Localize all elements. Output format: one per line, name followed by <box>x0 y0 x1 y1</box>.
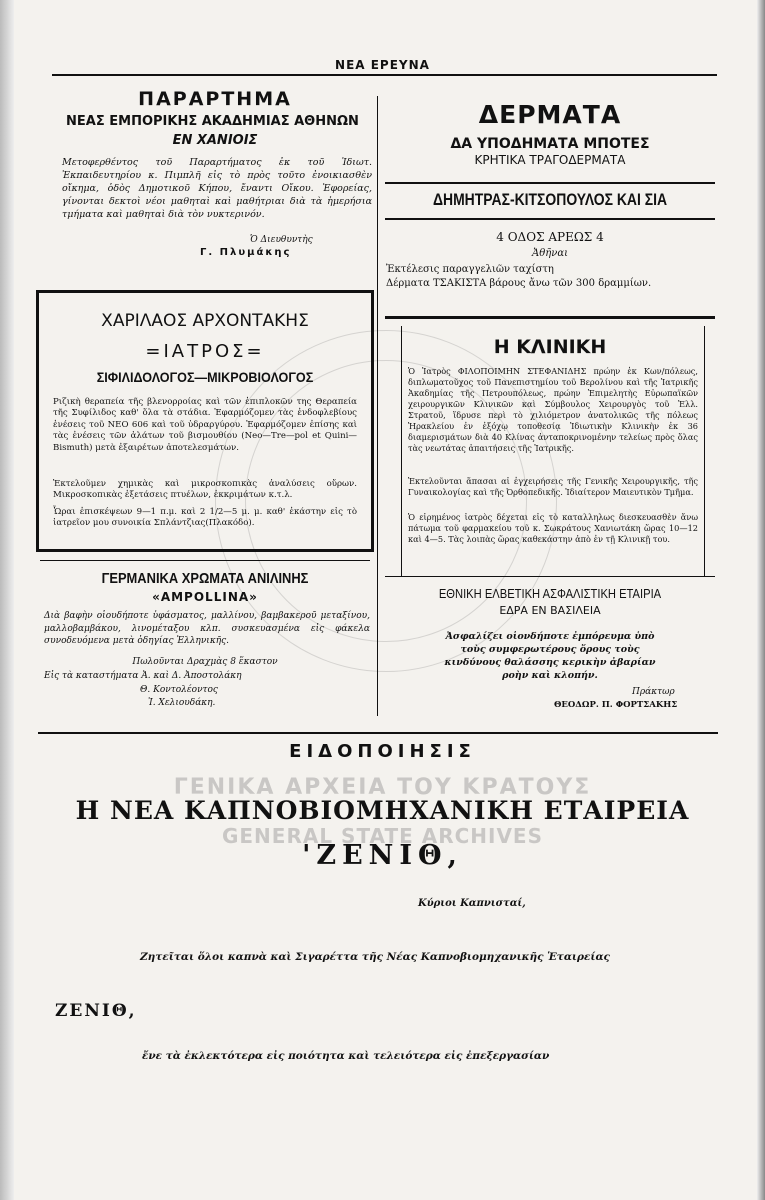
insurance-subtitle: ΕΔΡΑ ΕΝ ΒΑΣΙΛΕΙΑ <box>499 604 601 617</box>
watermark-line2: GENERAL STATE ARCHIVES <box>221 824 544 848</box>
notice-line1: Ζητεῖται ὅλοι καπνὰ καὶ Σιγαρέττα τῆς Νέας Καπνοβιομηχανικῆς Ἑταιρείας <box>140 951 610 963</box>
clinic-body3: Ὁ εἰρημένος ἰατρὸς δέχεται εἰς τὸ καταλληλως διεσκευασθὲν ἄνω πάτωμα τοῦ φαρμακείου τοῦ κ. Σωκράτους Χανιωτάκη ὥρας 10—12 καὶ 4—5. Τὰς λοιπὰς ὥρας καθεκάστην ἀπὸ ἐν τῇ Κλινικῇ του. <box>408 512 698 544</box>
germanika-shop3: Ἰ. Χελιουδάκη. <box>148 698 216 708</box>
insurance-rule <box>385 576 715 577</box>
dermata-body1: Ἐκτέλεσις παραγγελιῶν ταχίστη <box>386 264 554 275</box>
doctor-hours: Ὧραι ἐπισκέψεων 9—1 π.μ. καὶ 2 1/2—5 μ. μ. καθ' ἑκάστην εἰς τὸ ἰατρεῖον μου συνοικία Σπλάντζιας(Πλακόδο). <box>53 507 357 529</box>
dermata-line1: ΔΑ ΥΠΟΔΗΜΑΤΑ ΜΠΟΤΕΣ <box>450 136 650 152</box>
notice-salutation: Κύριοι Καπνισταί, <box>418 898 526 909</box>
dermata-title: ΔΕΡΜΑΤΑ <box>478 100 622 129</box>
ad-doctor-box <box>36 290 374 552</box>
clinic-rule-top <box>385 316 715 319</box>
doctor-name: ΧΑΡΙΛΑΟΣ ΑΡΧΟΝΤΑΚΗΣ <box>101 311 309 331</box>
header-rule <box>52 74 717 76</box>
germanika-price: Πωλοῦνται Δραχμὰς 8 ἕκαστον <box>132 657 278 667</box>
doctor-title: =ΙΑΤΡΟΣ= <box>145 341 265 362</box>
column-divider <box>377 96 378 716</box>
germanika-shops: Εἰς τὰ καταστήματα Ἀ. καὶ Δ. Ἀποστολάκη <box>44 671 242 681</box>
insurance-sign-role: Πράκτωρ <box>632 687 675 697</box>
clinic-title: Η ΚΛΙΝΙΚΗ <box>493 336 607 358</box>
dermata-company: ΔΗΜΗΤΡΑΣ-ΚΙΤΣΟΠΟΥΛΟΣ ΚΑΙ ΣΙΑ <box>432 190 668 209</box>
doctor-body1: Ριζικὴ θεραπεία τῆς βλενορροίας καὶ τῶν ἐπιπλοκῶν της Θεραπεία τῆς Συφίλιδος καθ' ὅλα τὰ στάδια. Ἐφαρμόζομεν τὰς ἐνδοφλεβίους ἐνέσεις τοῦ ΝΕΟ 606 καὶ τοῦ ὑδραργύρου. Ἐφαρμόζομεν ἐπίσης καὶ τὰς ἐνέσεις τῶν ἀλάτων τοῦ βισμουθίου (Neo—Tre—pol et Quini—Bismuth) μετὰ ἐξαιρέτων ἀποτελεσμάτων. <box>53 397 357 453</box>
page-left-edge <box>0 0 14 1200</box>
clinic-body1: Ὁ Ἰατρὸς ΦΙΛΟΠΟΙΜΗΝ ΣΤΕΦΑΝΙΔΗΣ πρώην ἐκ Κων/πόλεως, διπλωματοῦχος τοῦ Πανεπιστημίου τοῦ Βερολίνου καὶ τῆς Ἰατρικῆς Ἀκαδημίας τῆς Πετρουπόλεως, πρώην Ἐπιμελητὴς Εὐρωπαϊκῶν χειρουργικῶν Κλινικῶν καὶ Σύμβουλος Χειρουργὸς τοῦ Ἑλλ. Στρατοῦ, ἵδρυσε περὶ τὸ χιλιόμετρον ἀνατολικῶς τῆς πόλεως Ἡρακλείου ἐν ἐξόχῳ τοποθεσίᾳ Ἰδιωτικὴν Κλινικὴν ἐκ 36 διαμερισμάτων διὰ 40 Κλίνας ἀνταποκρινομένην τελείως πρὸς ὅλας τὰς νεωτάτας ἀπαιτήσεις τῆς Ἰατρικῆς. <box>408 366 698 453</box>
parartima-sign-name: Γ. Πλυμάκης <box>200 247 292 258</box>
parartima-location: ΕΝ ΧΑΝΙΟΙΣ <box>172 133 258 148</box>
germanika-brand: «AMPOLLINA» <box>152 590 258 604</box>
notice-line2: ἔνε τὰ ἐκλεκτότερα εἰς ποιότητα καὶ τελειότερα εἰς ἐπεξεργασίαν <box>142 1050 550 1062</box>
parartima-subtitle: ΝΕΑΣ ΕΜΠΟΡΙΚΗΣ ΑΚΑΔΗΜΙΑΣ ΑΘΗΝΩΝ <box>66 114 359 129</box>
notice-brand2: ΖΕΝΙΘ, <box>55 1001 137 1021</box>
dermata-rule-top <box>385 182 715 184</box>
dermata-rule-bottom <box>385 218 715 220</box>
notice-heading: ΕΙΔΟΠΟΙΗΣΙΣ <box>289 741 476 762</box>
notice-company: Η ΝΕΑ ΚΑΠΝΟΒΙΟΜΗΧΑΝΙΚΗ ΕΤΑΙΡΕΙΑ <box>75 796 690 825</box>
notice-brand: 'ΖΕΝΙΘ, <box>302 840 463 871</box>
insurance-sign-name: ΘΕΟΔΩΡ. Π. ΦΟΡΤΣΑΚΗΣ <box>554 700 678 710</box>
germanika-body: Διὰ βαφὴν οἱουδήποτε ὑφάσματος, μαλλίνου, βαμβακεροῦ μεταξίνου, μαλλοβαμβάκου, λινομέταξου κλπ. συσκευασμένα εἰς φάκελα συνοδευόμενα μετὰ ὁδηγίας Ἑλληνικῆς. <box>44 611 370 646</box>
dermata-city: Ἀθῆναι <box>532 248 568 259</box>
germanika-rule <box>40 560 370 561</box>
dermata-body2: Δέρματα ΤΣΑΚΙΣΤΑ βάρους ἄνω τῶν 300 δραμμίων. <box>386 278 652 289</box>
clinic-border-right <box>704 326 705 576</box>
page-header-title: ΝΕΑ ΕΡΕΥΝΑ <box>335 58 430 72</box>
germanika-title: ΓΕΡΜΑΝΙΚΑ ΧΡΩΜΑΤΑ ΑΝΙΛΙΝΗΣ <box>101 570 309 587</box>
dermata-address: 4 ΟΔΟΣ ΑΡΕΩΣ 4 <box>496 230 604 244</box>
watermark-line1: ΓΕΝΙΚΑ ΑΡΧΕΙΑ ΤΟΥ ΚΡΑΤΟΥΣ <box>173 775 592 800</box>
insurance-body: Ἀσφαλίζει οἱονδήποτε ἐμπόρευμα ὑπὸ τοὺς συμφερωτέρους ὅρους τοὺς κινδύνους θαλάσσης κερικὴν ἀβαρίαν ροὴν καὶ κλοπήν. <box>444 631 656 681</box>
page-right-edge <box>757 0 765 1200</box>
insurance-title: ΕΘΝΙΚΗ ΕΛΒΕΤΙΚΗ ΑΣΦΑΛΙΣΤΙΚΗ ΕΤΑΙΡΙΑ <box>438 586 662 601</box>
doctor-body2: Ἐκτελοῦμεν χημικὰς καὶ μικροσκοπικὰς ἀναλύσεις οὔρων. Μικροσκοπικὰς ἐξετάσεις πτυέλων, ἐκκριμάτων κ.τ.λ. <box>53 479 357 501</box>
doctor-specialty: ΣΙΦΙΛΙΔΟΛΟΓΟΣ—ΜΙΚΡΟΒΙΟΛΟΓΟΣ <box>96 369 314 385</box>
parartima-title: ΠΑΡΑΡΤΗΜΑ <box>138 88 292 110</box>
parartima-body: Μετοφερθέντος τοῦ Παραρτήματος ἐκ τοῦ Ἰδιωτ. Ἐκπαιδευτηρίου κ. Πιμπλῆ εἰς τὸ πρὸς τοῦτο ἐνοικιασθὲν οἴκημα, ὁδὸς Δημοτικοῦ Κήπου, ἔναντι Οἴκου. Ἐφορείας, γίνονται δεκτοὶ νέοι μαθηταὶ καὶ μαθήτριαι διὰ τὰ ἡμερήσια τμήματα καὶ μαθηταὶ διὰ τὸν νυκτερινόν. <box>62 157 372 220</box>
notice-rule <box>38 732 718 734</box>
parartima-sign-role: Ὁ Διευθυντὴς <box>250 235 313 245</box>
dermata-line2: ΚΡΗΤΙΚΑ ΤΡΑΓΟΔΕΡΜΑΤΑ <box>474 153 626 167</box>
clinic-body2: Ἐκτελοῦνται ἅπασαι αἱ ἐγχειρήσεις τῆς Γενικῆς Χειρουργικῆς, τῆς Γυναικολογίας καὶ τῆς Ὀρθοπεδικῆς. Ἰδιαίτερον Μαιευτικὸν Τμῆμα. <box>408 476 698 497</box>
clinic-border-left <box>401 326 402 576</box>
germanika-shop2: Θ. Κοντολέοντος <box>140 685 218 695</box>
